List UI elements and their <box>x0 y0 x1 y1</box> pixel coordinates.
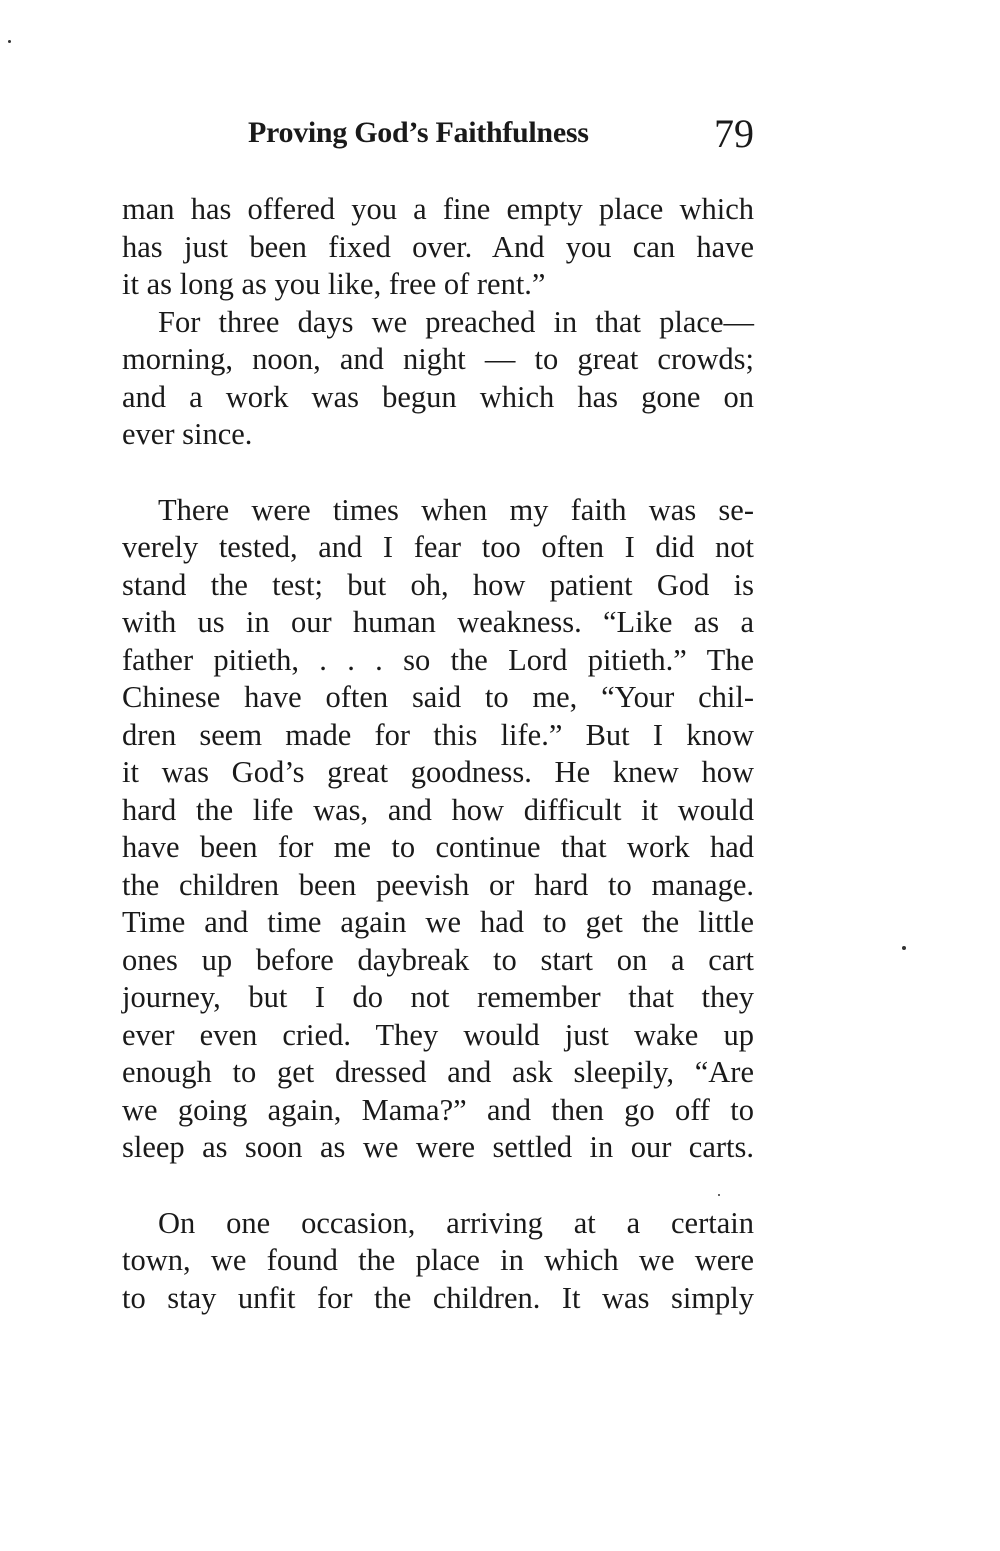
text-line: it was God’s great goodness. He knew how <box>122 755 754 789</box>
text-line: sleep as soon as we were settled in our carts. <box>122 1130 754 1164</box>
text-line: to stay unfit for the children. It was simply <box>122 1281 754 1315</box>
text-line: morning, noon, and night — to great crowds; <box>122 342 754 376</box>
text-line: it as long as you like, free of rent.” <box>122 267 546 301</box>
text-line: ever since. <box>122 417 253 451</box>
text-line: enough to get dressed and ask sleepily, “Are <box>122 1055 754 1089</box>
running-head <box>122 110 754 160</box>
scan-speck <box>718 1194 720 1196</box>
text-line: Chinese have often said to me, “Your chil- <box>122 680 754 714</box>
text-line: with us in our human weakness. “Like as a <box>122 605 754 639</box>
text-line: Time and time again we had to get the little <box>122 905 754 939</box>
text-line: hard the life was, and how difficult it would <box>122 793 754 827</box>
text-line: the children been peevish or hard to manage. <box>122 868 754 902</box>
scan-speck <box>902 946 906 950</box>
text-line: father pitieth, . . . so the Lord pitieth.” The <box>122 643 754 677</box>
text-line: has just been fixed over. And you can have <box>122 230 754 264</box>
text-line: man has offered you a fine empty place which <box>122 192 754 226</box>
text-line: town, we found the place in which we were <box>122 1243 754 1277</box>
text-line: we going again, Mama?” and then go off to <box>122 1093 754 1127</box>
text-line: dren seem made for this life.” But I know <box>122 718 754 752</box>
text-line: There were times when my faith was se- <box>158 493 754 527</box>
page-number: 79 <box>714 111 754 156</box>
running-title: Proving God’s Faithfulness <box>248 116 589 149</box>
text-line: have been for me to continue that work had <box>122 830 754 864</box>
text-line: On one occasion, arriving at a certain <box>158 1206 754 1240</box>
scan-speck <box>8 40 11 43</box>
text-line: journey, but I do not remember that they <box>122 980 754 1014</box>
text-line: For three days we preached in that place— <box>158 305 754 339</box>
text-line: ever even cried. They would just wake up <box>122 1018 754 1052</box>
text-line: ones up before daybreak to start on a cart <box>122 943 754 977</box>
text-line: stand the test; but oh, how patient God is <box>122 568 754 602</box>
text-line: verely tested, and I fear too often I did not <box>122 530 754 564</box>
text-line: and a work was begun which has gone on <box>122 380 754 414</box>
